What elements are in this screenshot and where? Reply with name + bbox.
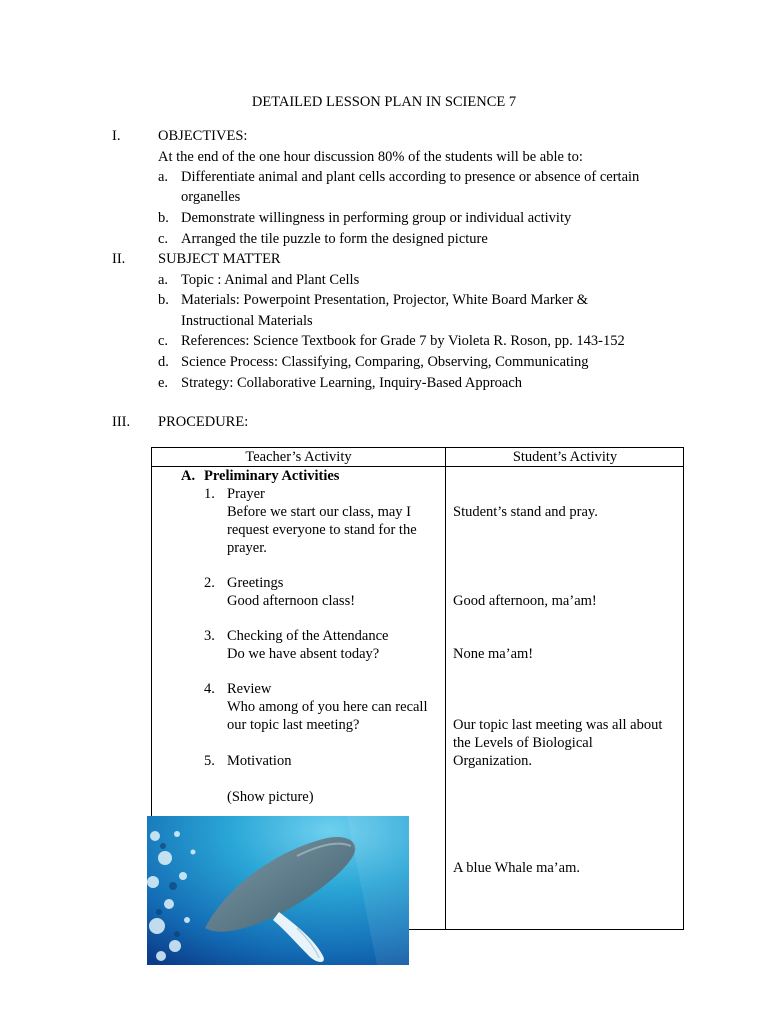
step-number: 2. [204,575,215,591]
objective-text: Demonstrate willingness in performing group or individual activity [181,210,572,226]
subject-matter-numeral: II. [112,251,126,267]
subject-text: Science Process: Classifying, Comparing, Observing, Communicating [181,354,589,370]
step-line: Do we have absent today? [227,646,380,662]
objectives-intro: At the end of the one hour discussion 80% of the students will be able to: [158,149,583,165]
subject-matter-heading: SUBJECT MATTER [158,251,281,267]
step-number: 4. [204,681,215,697]
procedure-heading: PROCEDURE: [158,414,249,430]
table-column-divider [445,448,446,929]
step-title: Checking of the Attendance [227,628,389,644]
objective-text: Arranged the tile puzzle to form the designed picture [181,231,488,247]
subject-text: Materials: Powerpoint Presentation, Projector, White Board Marker & [181,292,589,308]
objective-letter: b. [158,210,169,226]
step-line: our topic last meeting? [227,717,360,733]
subject-letter: b. [158,292,169,308]
blue-whale-image [147,816,409,965]
step-line: prayer. [227,540,267,556]
document-title: DETAILED LESSON PLAN IN SCIENCE 7 [251,94,517,110]
section-title: Preliminary Activities [204,468,340,484]
step-line: Good afternoon class! [227,593,356,609]
subject-text-cont: Instructional Materials [181,313,313,329]
objective-letter: a. [158,169,169,185]
subject-text: References: Science Textbook for Grade 7 by Violeta R. Roson, pp. 143-152 [181,333,625,349]
step-title: Motivation [227,753,292,769]
student-response: A blue Whale ma’am. [453,860,580,876]
subject-text: Strategy: Collaborative Learning, Inquiry-Based Approach [181,375,523,391]
student-response: None ma’am! [453,646,534,662]
step-line: request everyone to stand for the [227,522,417,538]
student-response: Organization. [453,753,533,769]
student-response: the Levels of Biological [453,735,593,751]
subject-letter: c. [158,333,169,349]
student-response: Good afternoon, ma’am! [453,593,597,609]
step-number: 5. [204,753,215,769]
subject-letter: d. [158,354,169,370]
show-picture-note: (Show picture) [227,789,314,805]
section-letter: A. [181,468,196,484]
student-activity-header: Student’s Activity [512,449,618,465]
objectives-heading: OBJECTIVES: [158,128,248,144]
step-line: Before we start our class, may I [227,504,412,520]
step-number: 3. [204,628,215,644]
objective-text: Differentiate animal and plant cells according to presence or absence of certain [181,169,640,185]
student-response: Student’s stand and pray. [453,504,598,520]
objective-text-cont: organelles [181,189,241,205]
procedure-numeral: III. [112,414,131,430]
subject-letter: a. [158,272,169,288]
subject-text: Topic : Animal and Plant Cells [181,272,360,288]
objectives-numeral: I. [112,128,121,144]
subject-letter: e. [158,375,169,391]
step-number: 1. [204,486,215,502]
step-line: Who among of you here can recall [227,699,428,715]
step-title: Prayer [227,486,265,502]
step-title: Greetings [227,575,284,591]
student-response: Our topic last meeting was all about [453,717,663,733]
objective-letter: c. [158,231,169,247]
teacher-activity-header: Teacher’s Activity [245,449,352,465]
step-title: Review [227,681,272,697]
